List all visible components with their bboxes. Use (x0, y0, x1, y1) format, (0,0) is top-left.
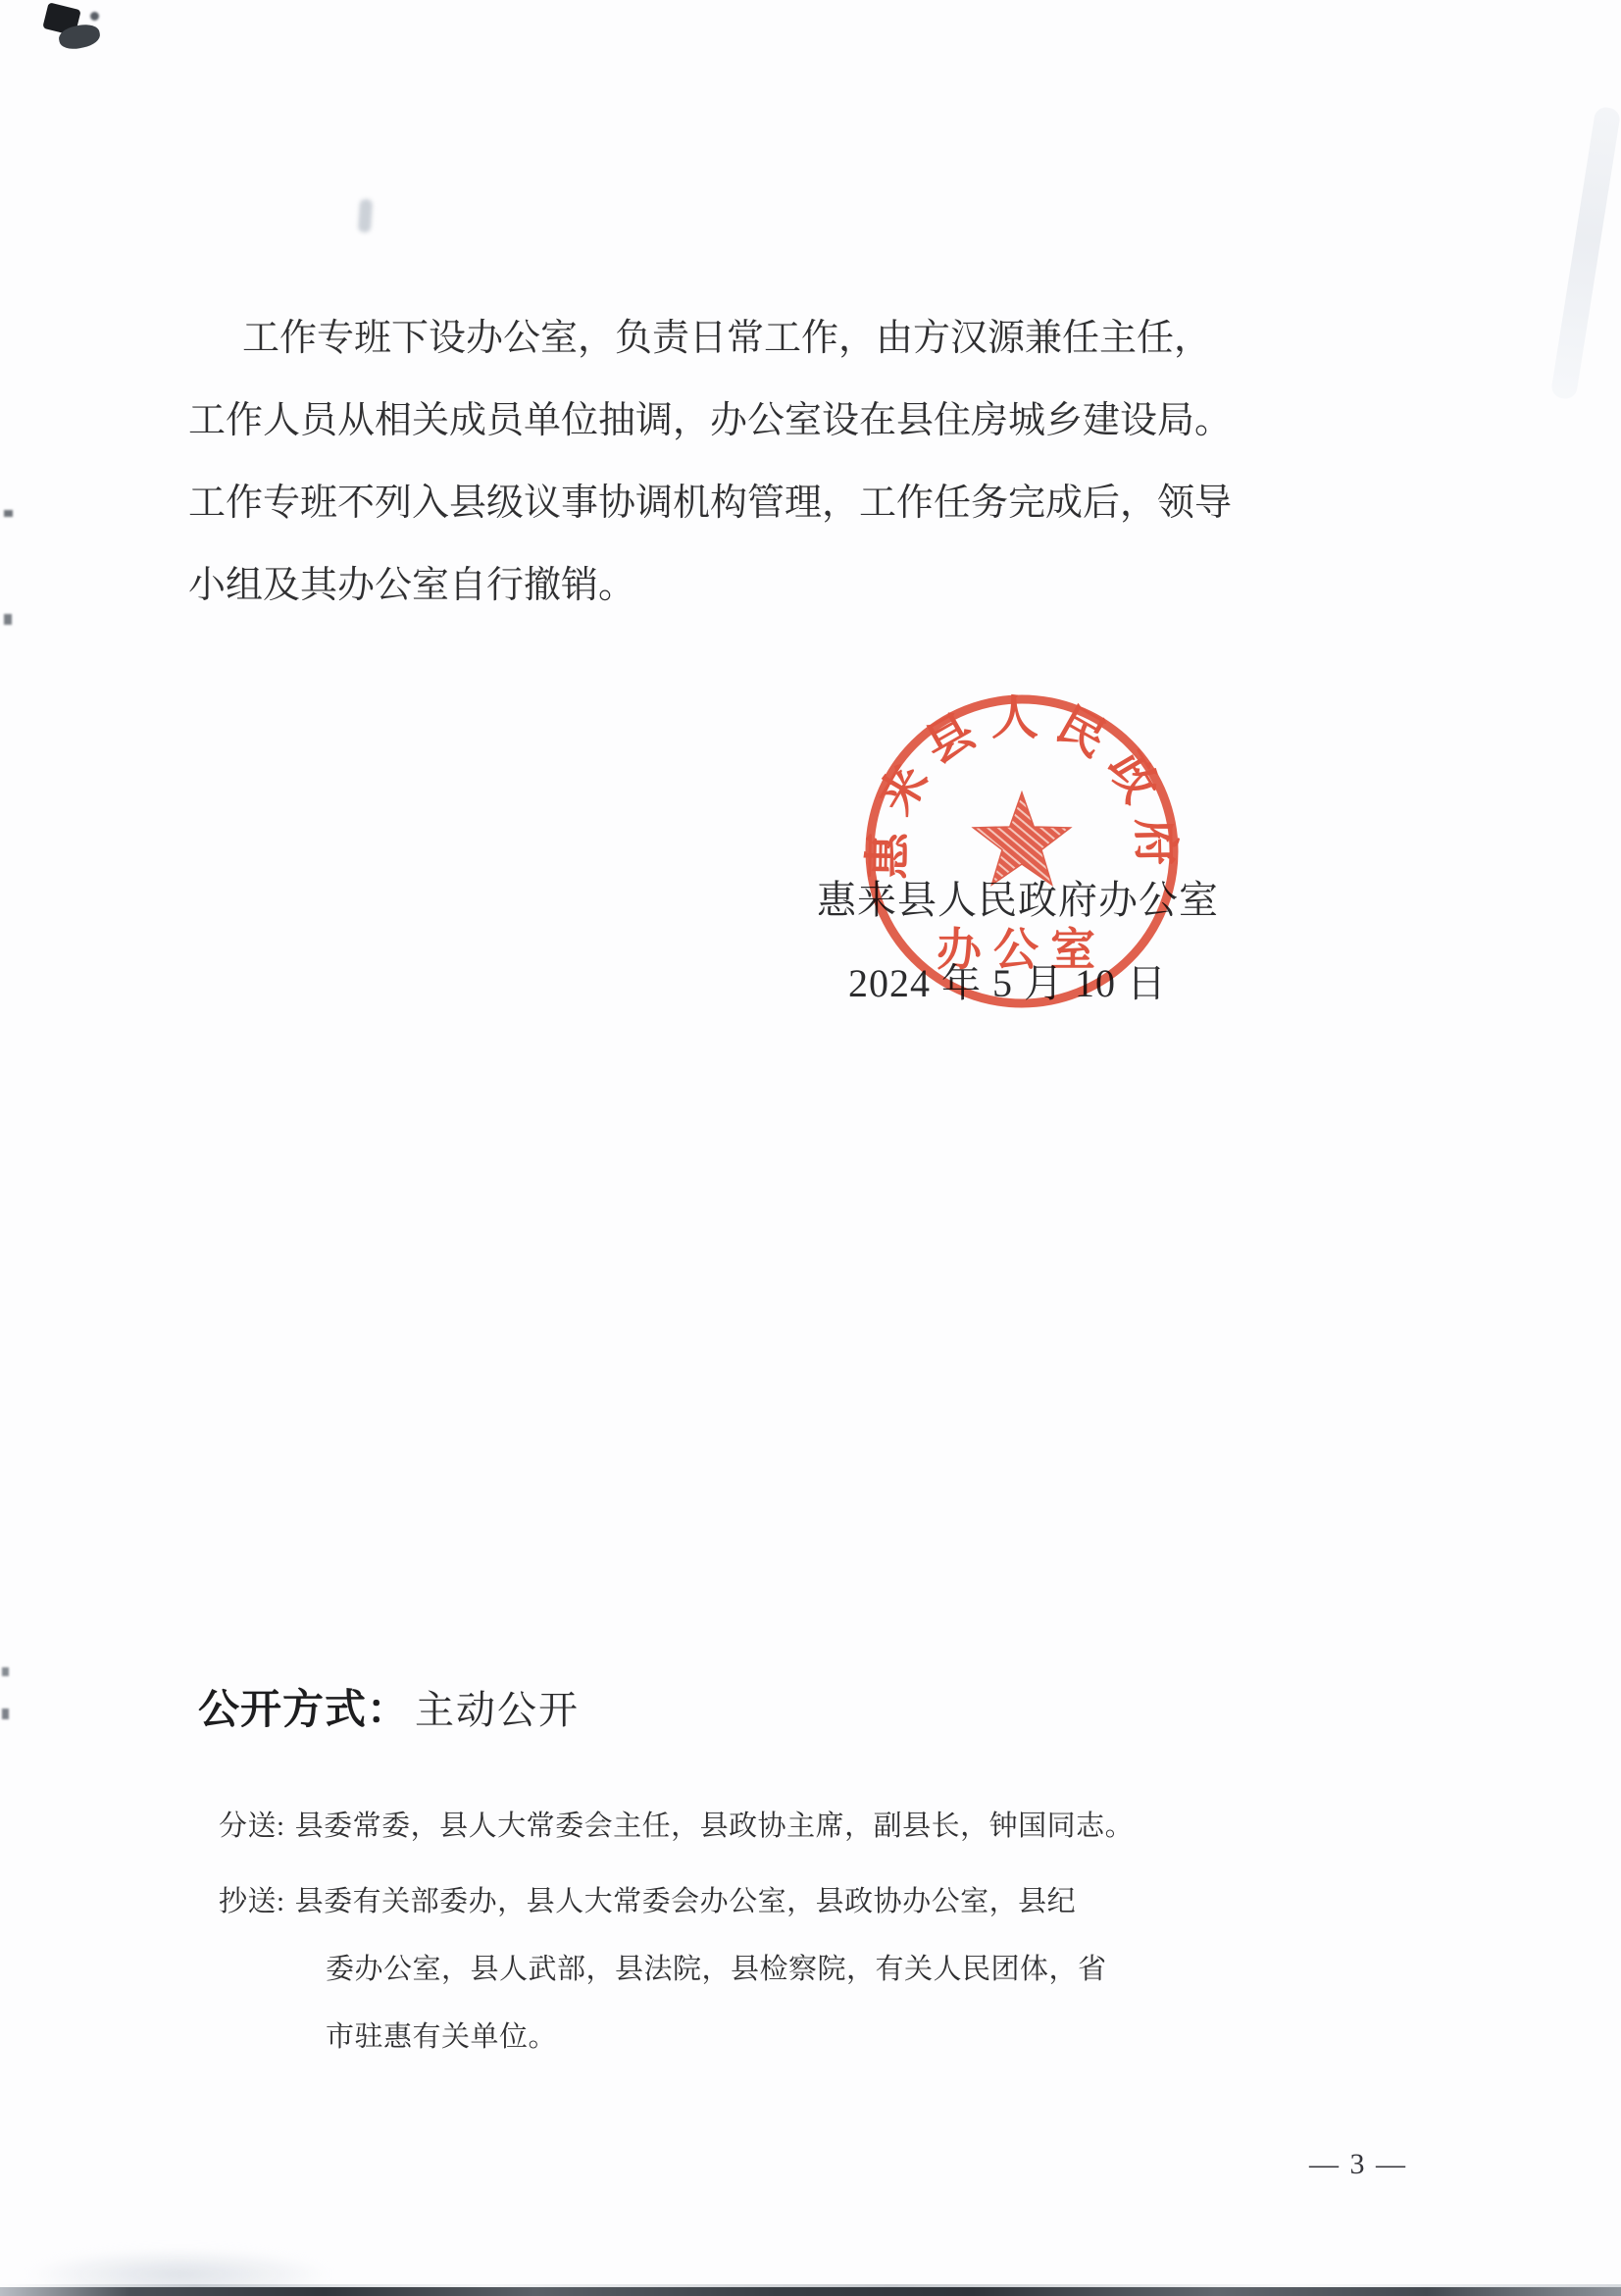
scan-smudge-bottom-left (27, 2249, 331, 2296)
scan-smudge (358, 199, 373, 233)
paragraph-line: 小组及其办公室自行撤销。 (188, 565, 636, 606)
chaosong-text: 县委有关部委办，县人大常委会办公室，县政协办公室，县纪 (294, 1886, 1077, 1917)
chaosong-line (219, 1868, 1405, 1936)
disclosure-value: 主动公开 (415, 1688, 581, 1732)
scan-artifact-top-left (90, 12, 99, 21)
distribution-block (219, 1793, 1405, 2071)
scan-artifact-top-left (42, 2, 81, 35)
disclosure-label: 公开方式： (198, 1686, 410, 1732)
body-paragraph (188, 297, 1233, 627)
disclosure-line (198, 1677, 580, 1736)
chaosong-continuation: 市驻惠有关单位。 (326, 2021, 558, 2053)
scan-bottom-band (0, 2287, 1621, 2296)
scan-artifact-top-left (57, 22, 102, 52)
scan-edge-mark (4, 510, 13, 517)
seal-arc-text: 惠来县人民政府 (862, 692, 1182, 881)
fensong-label: 分送: (219, 1811, 285, 1842)
seal-star-icon (974, 792, 1071, 885)
scan-streak-top-right (1550, 106, 1621, 400)
scan-edge-mark (4, 614, 12, 625)
scan-edge-mark (2, 1667, 9, 1676)
paragraph-line: 工作专班下设办公室，负责日常工作，由方汉源兼任主任， (242, 318, 1212, 359)
scan-bottom-band (0, 2284, 1621, 2288)
paragraph-line: 工作专班不列入县级议事协调机构管理，工作任务完成后，领导 (188, 483, 1233, 524)
page-number: — 3 — (1309, 2148, 1407, 2180)
signature-date: 2024 年 5 月 10 日 (848, 961, 1167, 1005)
paragraph-line: 工作人员从相关成员单位抽调，办公室设在县住房城乡建设局。 (188, 400, 1233, 441)
signature-organization: 惠来县人民政府办公室 (817, 878, 1219, 922)
fensong-text: 县委常委，县人大常委会主任，县政协主席，副县长，钟国同志。 (294, 1811, 1135, 1842)
official-seal (859, 689, 1185, 1014)
fensong-line (219, 1793, 1405, 1861)
chaosong-label: 抄送: (219, 1886, 285, 1917)
scan-edge-mark (2, 1709, 9, 1719)
chaosong-continuation: 委办公室，县人武部，县法院，县检察院，有关人民团体，省 (326, 1954, 1107, 1985)
seal-bottom-text: 办公室 (937, 925, 1107, 975)
